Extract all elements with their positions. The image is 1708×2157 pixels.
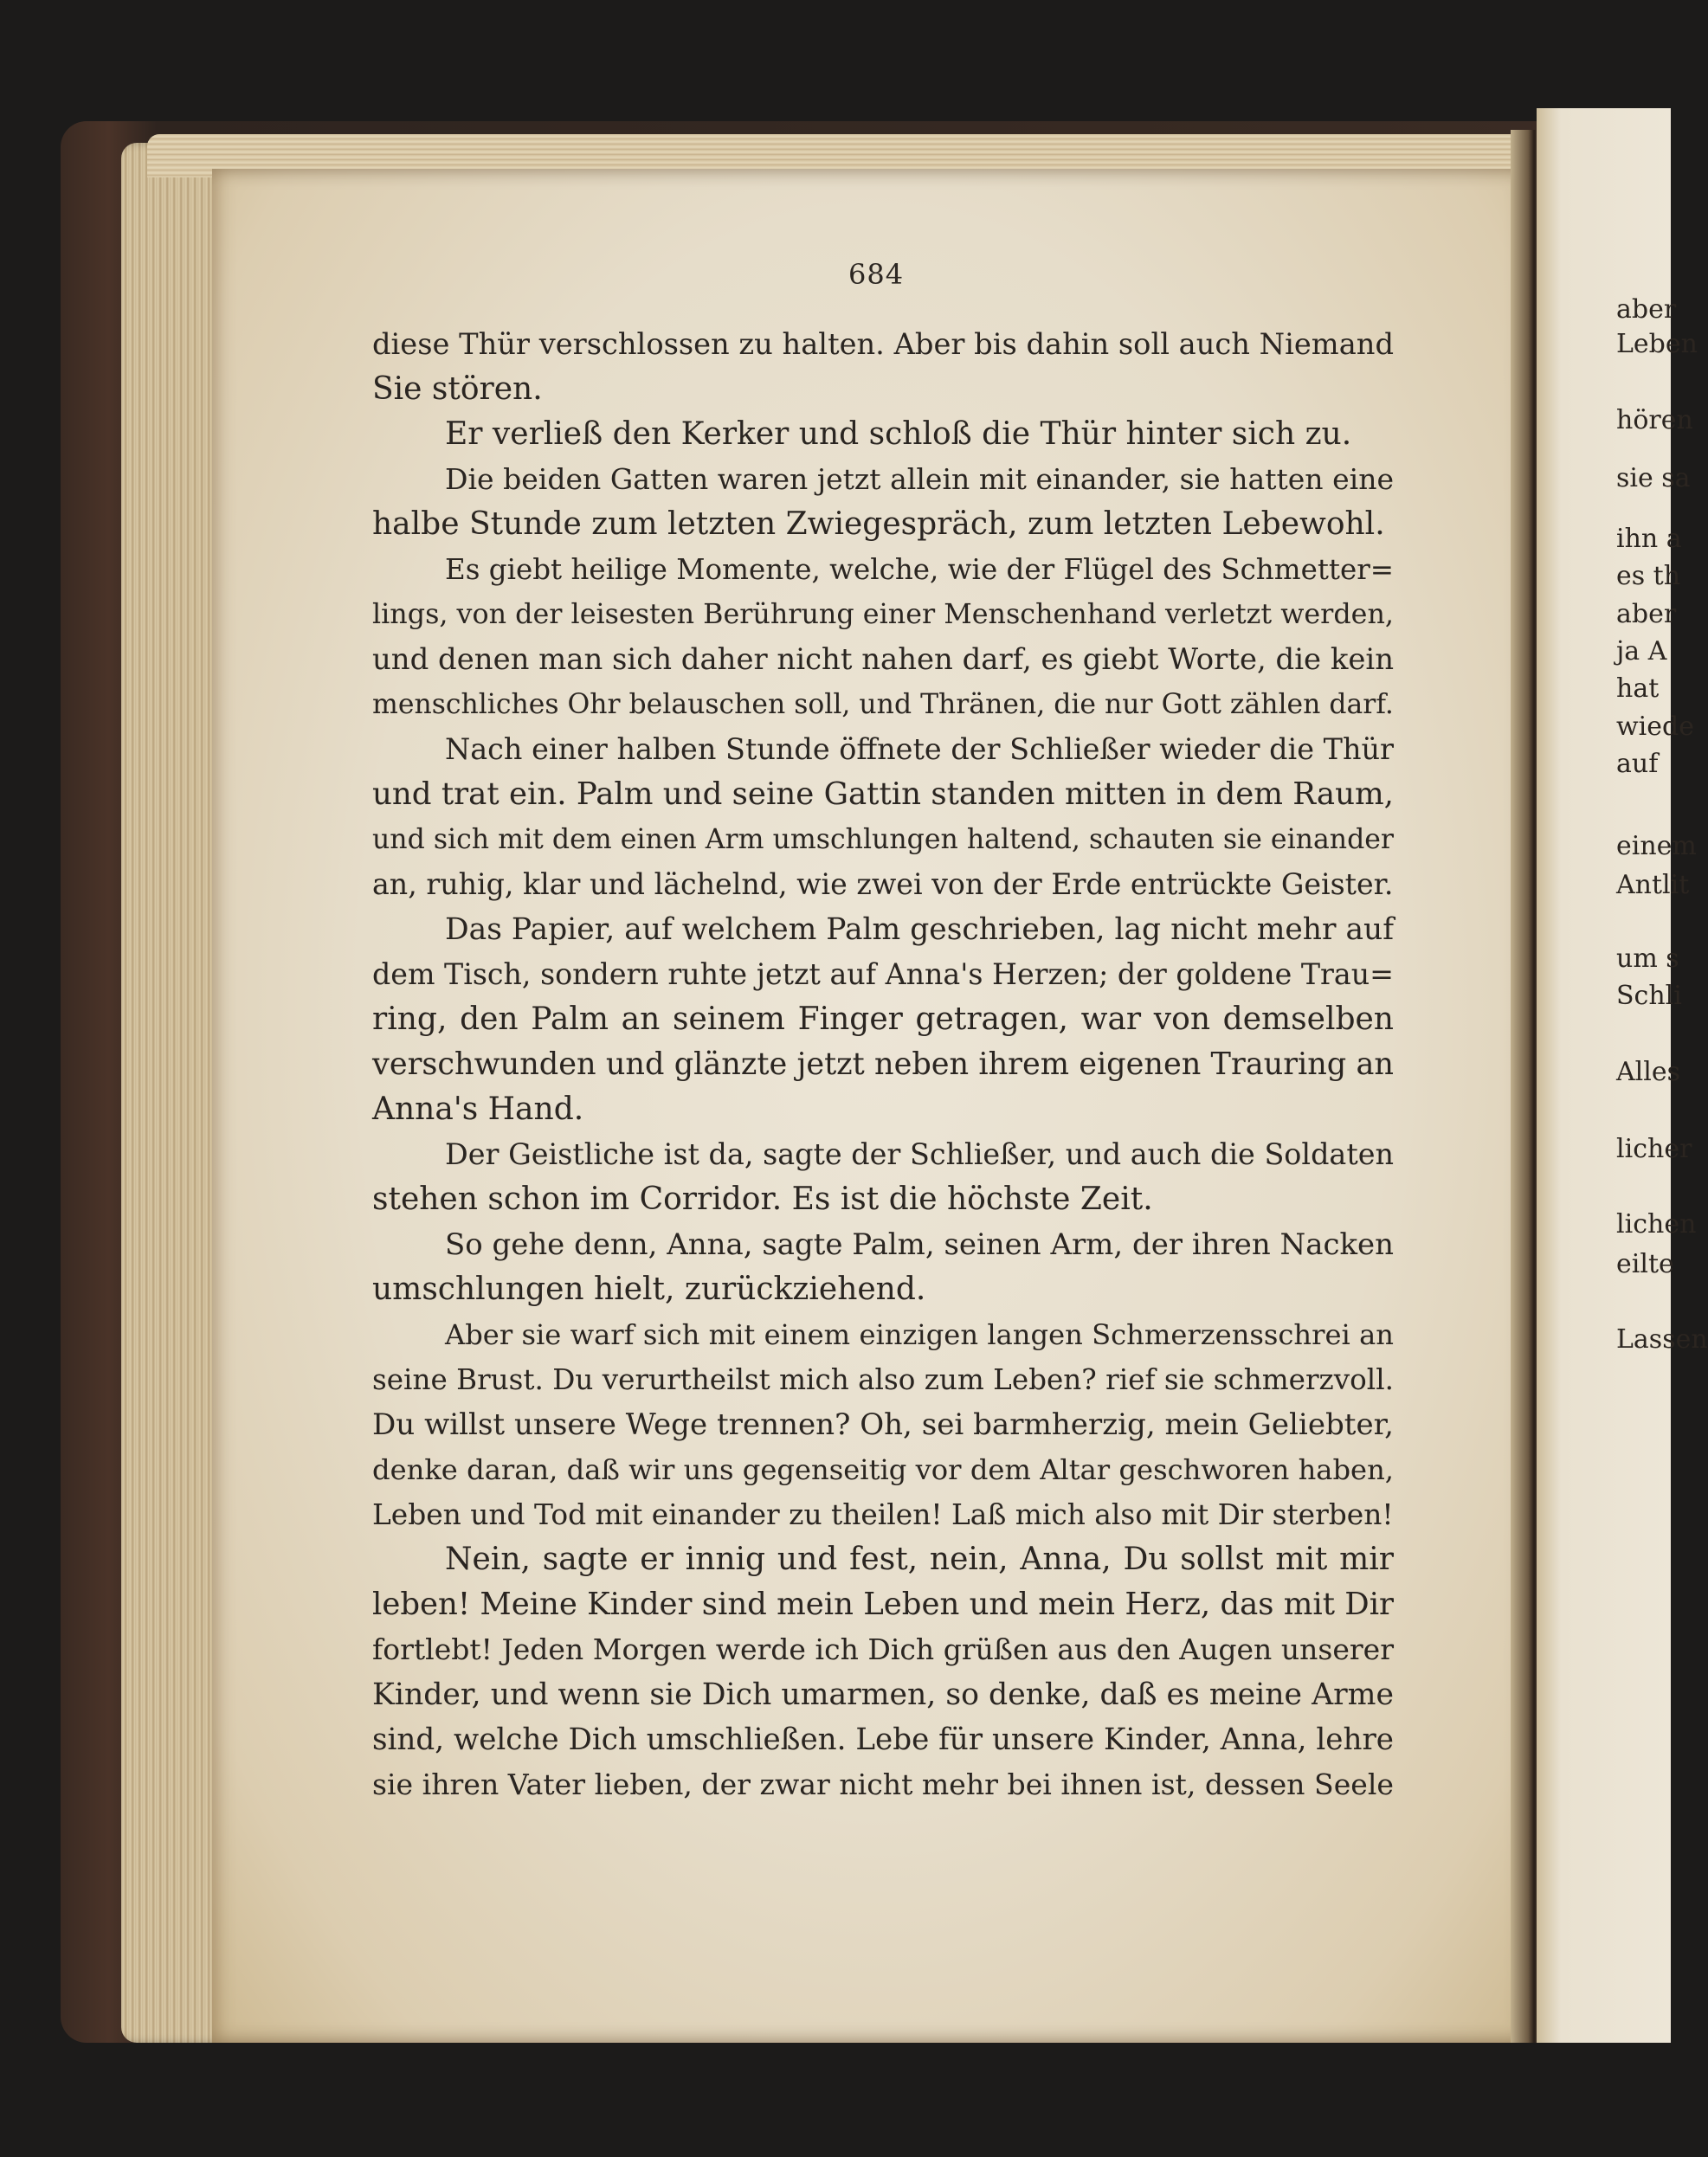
text-line: denke daran, daß wir uns gegenseitig vor dem Altar geschworen haben, <box>372 1453 1394 1486</box>
text-line: halbe Stunde zum letzten Zwiegespräch, zum letzten Lebewohl. <box>372 506 1385 542</box>
text-line: umschlungen hielt, zurückziehend. <box>372 1272 926 1307</box>
right-page-fragment: ja A <box>1616 636 1667 666</box>
text-line: diese Thür verschlossen zu halten. Aber bis dahin soll auch Niemand <box>372 327 1394 361</box>
right-page-fragment: um s <box>1616 943 1679 974</box>
text-line: Aber sie warf sich mit einem einzigen langen Schmerzensschrei an <box>445 1318 1394 1351</box>
text-line: Das Papier, auf welchem Palm geschrieben, lag nicht mehr auf <box>445 912 1394 947</box>
right-page-fragment: eilte <box>1616 1249 1674 1279</box>
right-page-fragment: aber <box>1616 599 1677 629</box>
text-line: Er verließ den Kerker und schloß die Thür hinter sich zu. <box>445 416 1352 452</box>
right-page-fragment: Antlit <box>1616 870 1690 900</box>
text-line: ring, den Palm an seinem Finger getragen, war von demselben <box>372 1001 1394 1037</box>
text-line: und trat ein. Palm und seine Gattin standen mitten in dem Raum, <box>372 776 1394 812</box>
right-page-fragment: aber <box>1616 294 1677 325</box>
text-line: lings, von der leisesten Berührung einer Menschenhand verletzt werden, <box>372 599 1394 630</box>
text-line: und sich mit dem einen Arm umschlungen haltend, schauten sie einander <box>372 824 1394 855</box>
text-line: Kinder, und wenn sie Dich umarmen, so denke, daß es meine Arme <box>372 1677 1394 1712</box>
text-line: stehen schon im Corridor. Es ist die höchste Zeit. <box>372 1182 1153 1217</box>
right-page-fragment: auf <box>1616 749 1659 779</box>
text-line: Leben und Tod mit einander zu theilen! Laß mich also mit Dir sterben! <box>372 1498 1394 1531</box>
text-line: verschwunden und glänzte jetzt neben ihrem eigenen Trauring an <box>372 1046 1394 1082</box>
text-line: seine Brust. Du verurtheilst mich also zum Leben? rief sie schmerzvoll. <box>372 1363 1395 1396</box>
right-page-fragment: Schli <box>1616 981 1682 1011</box>
text-line: leben! Meine Kinder sind mein Leben und mein Herz, das mit Dir <box>372 1587 1395 1622</box>
right-page-fragment: Leben <box>1616 329 1698 359</box>
right-page-fragment: sie sa <box>1616 463 1691 493</box>
text-line: Die beiden Gatten waren jetzt allein mit einander, sie hatten eine <box>445 462 1394 496</box>
text-line: Nein, sagte er innig und fest, nein, Anna, Du sollst mit mir <box>445 1542 1394 1577</box>
right-page-fragment: wiede <box>1616 711 1694 742</box>
right-page-fragment: hören <box>1616 405 1693 435</box>
right-page-fragment: hat <box>1616 673 1660 704</box>
text-line: sind, welche Dich umschließen. Lebe für unsere Kinder, Anna, lehre <box>372 1722 1394 1757</box>
text-line: Nach einer halben Stunde öffnete der Schließer wieder die Thür <box>445 732 1394 766</box>
text-line: sie ihren Vater lieben, der zwar nicht mehr bei ihnen ist, dessen Seele <box>372 1767 1394 1801</box>
text-line: Sie stören. <box>372 371 543 407</box>
right-page-fragment: licher <box>1616 1134 1692 1164</box>
page-number: 684 <box>848 258 905 291</box>
text-line: Der Geistliche ist da, sagte der Schließer, und auch die Soldaten <box>445 1137 1394 1171</box>
text-line: an, ruhig, klar und lächelnd, wie zwei von der Erde entrückte Geister. <box>372 867 1394 901</box>
text-line: menschliches Ohr belauschen soll, und Thränen, die nur Gott zählen darf. <box>372 689 1394 720</box>
text-line: und denen man sich daher nicht nahen darf, es giebt Worte, die kein <box>372 642 1395 676</box>
right-page-fragment: einem <box>1616 831 1697 861</box>
right-page-fragment: lichen <box>1616 1209 1697 1239</box>
right-page <box>1537 108 1708 2043</box>
text-line: Du willst unsere Wege trennen? Oh, sei barmherzig, mein Geliebter, <box>372 1407 1394 1442</box>
right-page-fragment: Alles <box>1616 1057 1681 1087</box>
text-line: Es giebt heilige Momente, welche, wie der Flügel des Schmetter= <box>445 553 1394 586</box>
text-line: dem Tisch, sondern ruhte jetzt auf Anna's Herzen; der goldene Trau= <box>372 957 1394 991</box>
text-line: Anna's Hand. <box>372 1091 584 1127</box>
text-line: fortlebt! Jeden Morgen werde ich Dich grüßen aus den Augen unserer <box>372 1632 1394 1666</box>
page-text <box>372 322 1394 1807</box>
right-page-fragment: ihn a <box>1616 524 1682 554</box>
right-page-fragment: Lassen <box>1616 1324 1708 1355</box>
right-page-fragment: es th <box>1616 561 1681 591</box>
text-line: So gehe denn, Anna, sagte Palm, seinen Arm, der ihren Nacken <box>445 1227 1394 1262</box>
